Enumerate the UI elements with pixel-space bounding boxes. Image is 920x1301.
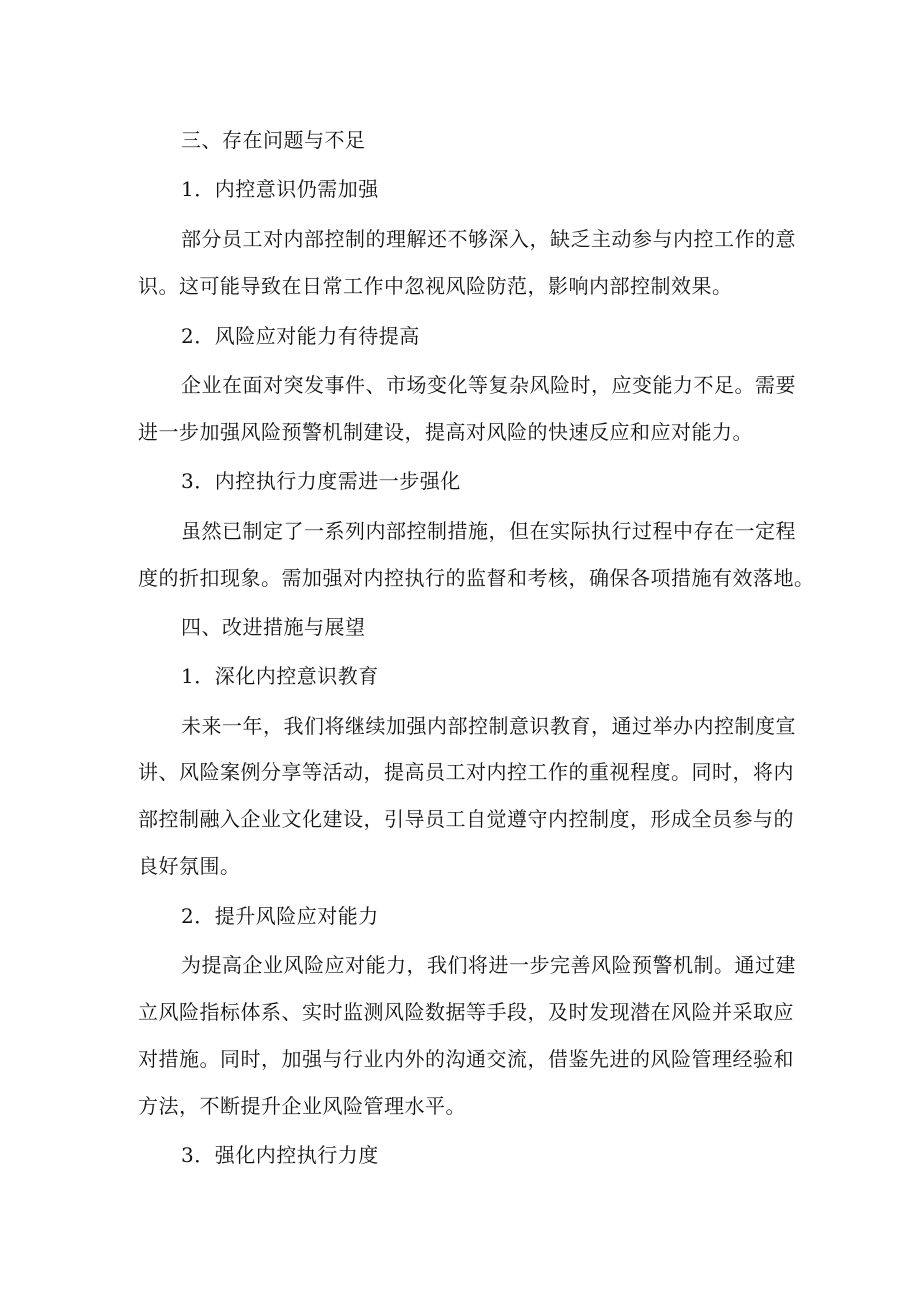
paragraph-line: 未来一年，我们将继续加强内部控制意识教育，通过举办内控制度宣 [181, 714, 796, 738]
paragraph-line: 度的折扣现象。需加强对内控执行的监督和考核，确保各项措施有效落地。 [138, 566, 815, 590]
subsection-heading: 3．内控执行力度需进一步强化 [181, 469, 461, 493]
paragraph-line: 部控制融入企业文化建设，引导员工自觉遵守内控制度，形成全员参与的 [138, 807, 794, 831]
paragraph-line: 虽然已制定了一系列内部控制措施，但在实际执行过程中存在一定程 [181, 519, 796, 543]
subsection-heading: 3．强化内控执行力度 [181, 1143, 379, 1167]
paragraph-line: 对措施。同时，加强与行业内外的沟通交流，借鉴先进的风险管理经验和 [138, 1047, 794, 1071]
section-heading: 四、改进措施与展望 [181, 615, 366, 639]
paragraph-line: 良好氛围。 [138, 854, 241, 878]
paragraph-line: 进一步加强风险预警机制建设，提高对风险的快速反应和应对能力。 [138, 420, 753, 444]
paragraph-line: 识。这可能导致在日常工作中忽视风险防范，影响内部控制效果。 [138, 274, 733, 298]
paragraph-line: 部分员工对内部控制的理解还不够深入，缺乏主动参与内控工作的意 [181, 227, 796, 251]
paragraph-line: 为提高企业风险应对能力，我们将进一步完善风险预警机制。通过建 [181, 953, 796, 977]
subsection-heading: 2．提升风险应对能力 [181, 904, 379, 928]
paragraph-line: 立风险指标体系、实时监测风险数据等手段，及时发现潜在风险并采取应 [138, 1000, 794, 1024]
subsection-heading: 1．内控意识仍需加强 [181, 177, 379, 201]
paragraph-line: 方法，不断提升企业风险管理水平。 [138, 1094, 466, 1118]
section-heading: 三、存在问题与不足 [181, 128, 366, 152]
paragraph-line: 讲、风险案例分享等活动，提高员工对内控工作的重视程度。同时，将内 [138, 760, 794, 784]
subsection-heading: 1．深化内控意识教育 [181, 664, 379, 688]
paragraph-line: 企业在面对突发事件、市场变化等复杂风险时，应变能力不足。需要 [181, 373, 796, 397]
subsection-heading: 2．风险应对能力有待提高 [181, 324, 420, 348]
